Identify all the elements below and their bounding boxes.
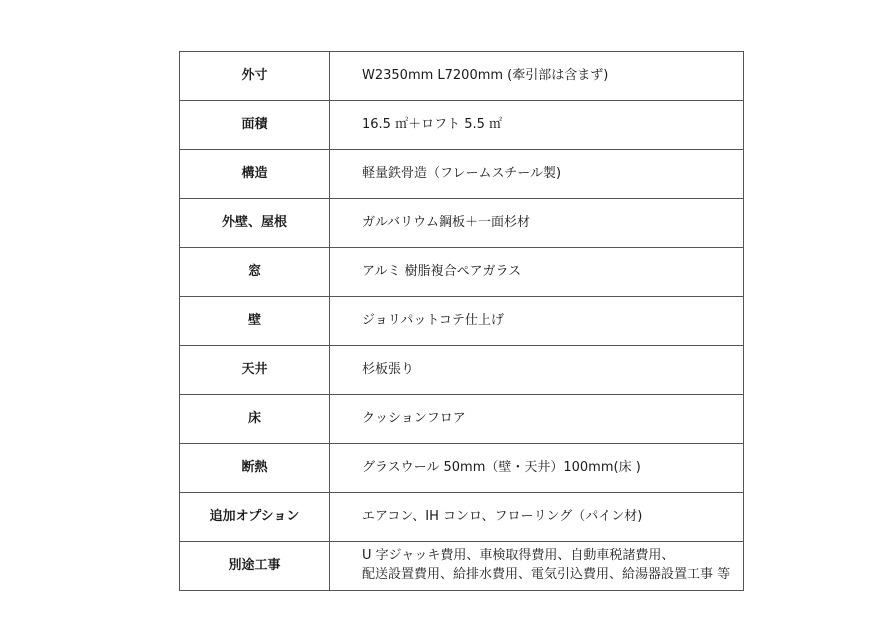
row-value: ジョリパットコテ仕上げ <box>330 297 744 346</box>
row-label: 壁 <box>180 297 330 346</box>
table-row <box>180 150 744 199</box>
row-label: 面積 <box>180 101 330 150</box>
row-label: 別途工事 <box>180 542 330 591</box>
table-row <box>180 248 744 297</box>
table-row <box>180 444 744 493</box>
table-row <box>180 52 744 101</box>
row-value: 16.5 ㎡＋ロフト 5.5 ㎡ <box>330 101 744 150</box>
row-label: 追加オプション <box>180 493 330 542</box>
table-row <box>180 395 744 444</box>
row-value: 軽量鉄骨造（フレームスチール製) <box>330 150 744 199</box>
table-row <box>180 297 744 346</box>
table-row <box>180 542 744 591</box>
row-value <box>330 542 744 591</box>
row-label: 床 <box>180 395 330 444</box>
spec-table <box>179 51 744 591</box>
row-label: 断熱 <box>180 444 330 493</box>
row-label: 窓 <box>180 248 330 297</box>
row-value: エアコン、IH コンロ、フローリング（パイン材) <box>330 493 744 542</box>
row-label: 構造 <box>180 150 330 199</box>
row-value-line-2: 配送設置費用、給排水費用、電気引込費用、給湯器設置工事 等 <box>362 567 731 582</box>
table-row <box>180 101 744 150</box>
table-row <box>180 493 744 542</box>
row-value: W2350mm L7200mm (牽引部は含まず) <box>330 52 744 101</box>
row-label: 天井 <box>180 346 330 395</box>
row-value: グラスウール 50mm（壁・天井）100mm(床 ) <box>330 444 744 493</box>
row-value: ガルバリウム鋼板＋一面杉材 <box>330 199 744 248</box>
row-value-line-1: U 字ジャッキ費用、車検取得費用、自動車税諸費用、 <box>362 548 675 564</box>
table-row <box>180 346 744 395</box>
row-value: アルミ 樹脂複合ペアガラス <box>330 248 744 297</box>
row-value: 杉板張り <box>330 346 744 395</box>
row-label: 外壁、屋根 <box>180 199 330 248</box>
row-label: 外寸 <box>180 52 330 101</box>
row-value: クッションフロア <box>330 395 744 444</box>
table-row <box>180 199 744 248</box>
